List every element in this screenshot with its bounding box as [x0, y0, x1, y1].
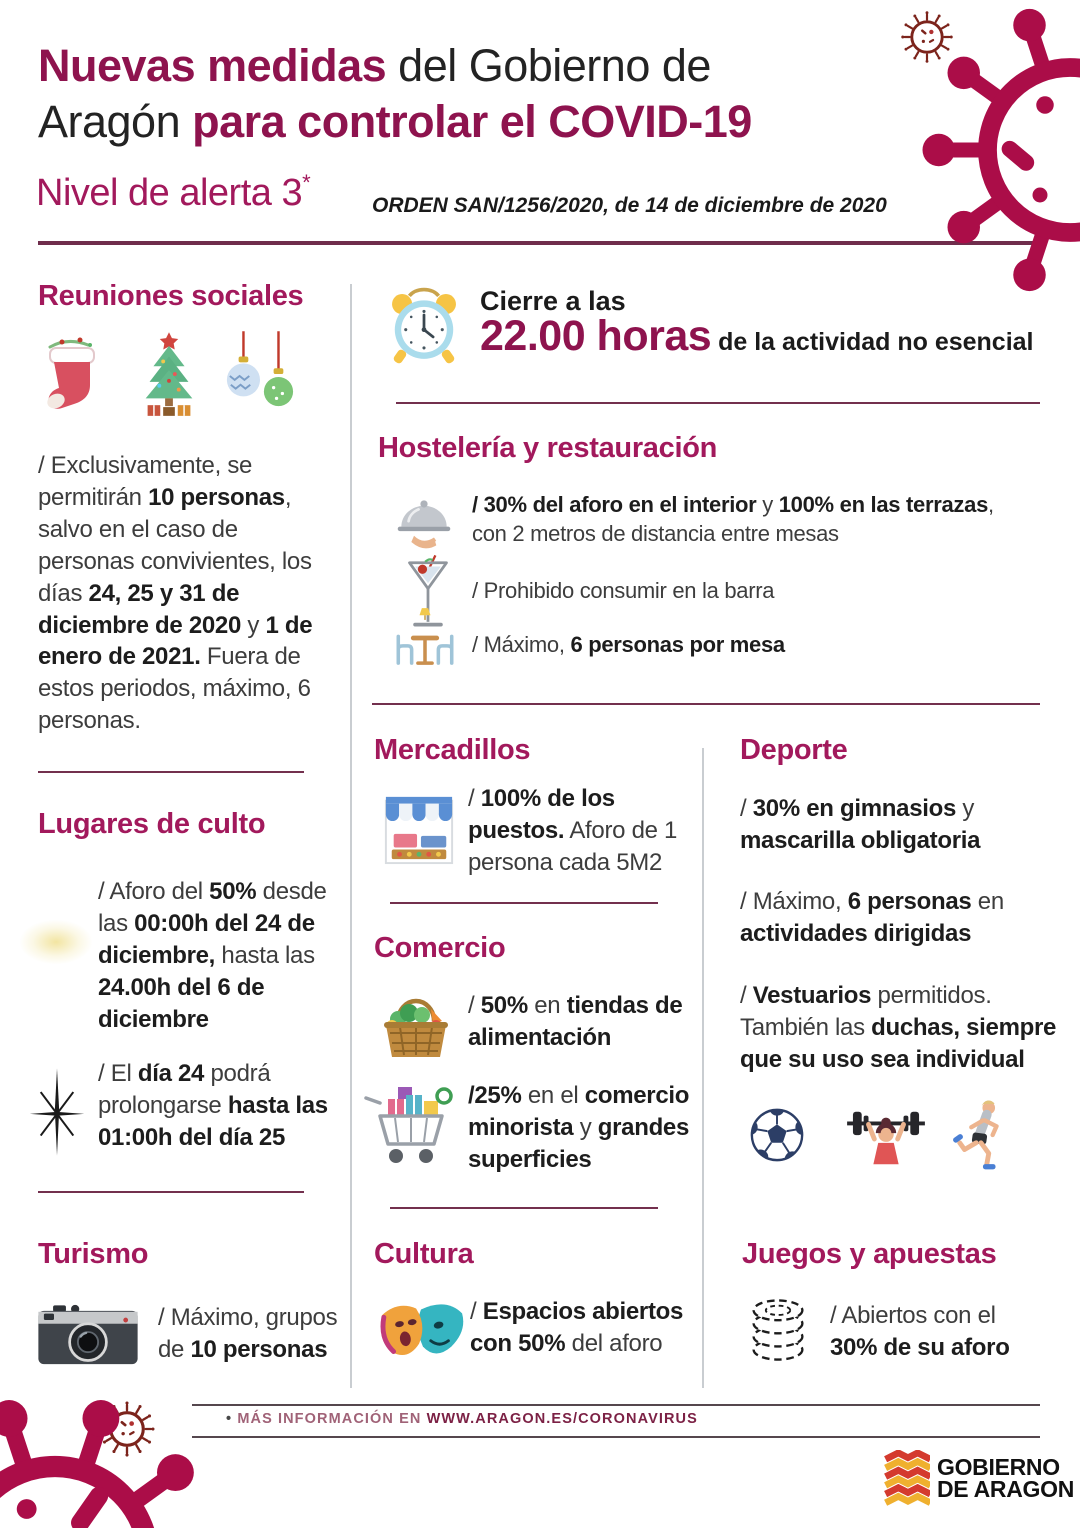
gobierno-aragon-logo [884, 1450, 1074, 1508]
reuniones-body-text: / Exclusivamente, se permitirán 10 personas, salvo en el caso de personas convivientes, los días 24, 25 y 31 de diciembre de 2020 y 1 de enero de 2021. Fuera de estos periodos, máximo, 6 personas. [38, 452, 313, 735]
section-title-cultura: Cultura [374, 1238, 474, 1270]
divider [38, 771, 304, 773]
closing-time-line: 22.00 horas de la actividad no esencial [480, 312, 1034, 360]
hosteleria-item-text: / Prohibido consumir en la barra [472, 578, 775, 603]
section-title-culto: Lugares de culto [38, 808, 266, 840]
serving-cloche-icon [394, 494, 454, 552]
section-title-hosteleria: Hostelería y restauración [378, 432, 718, 464]
weightlifting-icon [842, 1104, 930, 1174]
shopping-cart-icon [362, 1080, 458, 1172]
comercio-item-text: /25% en el comercio minorista y grandes superficies [468, 1082, 690, 1173]
deporte-item-text: / Máximo, 6 personas en actividades dirigidas [740, 888, 1004, 947]
christmas-stocking-icon [40, 334, 104, 424]
divider [192, 1436, 1040, 1438]
virus-icon-large [0, 1390, 225, 1528]
runner-icon [950, 1096, 1012, 1174]
alarm-clock-icon [382, 282, 466, 370]
turismo-item-text: / Máximo, grupos de 10 personas [158, 1304, 338, 1363]
logo-line2: DE ARAGON [937, 1476, 1075, 1502]
sparkle-star-icon [28, 1064, 86, 1160]
logo-text [937, 1454, 1075, 1502]
comercio-item-text: / 50% en tiendas de alimentación [468, 992, 683, 1051]
soccer-ball-icon [748, 1106, 806, 1164]
page-title-line2: Aragón para controlar el COVID-19 [38, 96, 752, 147]
hosteleria-item-text: / Máximo, 6 personas por mesa [472, 632, 785, 657]
mercadillos-item-text: / 100% de los puestos. Aforo de 1 persona cada 5M2 [468, 785, 678, 876]
deporte-item-text: / Vestuarios permitidos. También las duchas, siempre que su uso sea individual [740, 982, 1057, 1073]
aragon-flag-emblem [884, 1450, 930, 1508]
christmas-tree-icon [134, 328, 204, 424]
divider [192, 1404, 1040, 1406]
footer-info [226, 1411, 698, 1427]
page-title [38, 38, 752, 150]
theater-masks-icon [376, 1292, 466, 1368]
page-title-line1: Nuevas medidas del Gobierno de [38, 40, 711, 91]
table-chairs-icon [392, 606, 458, 670]
christmas-ornaments-icon [224, 330, 296, 422]
order-reference: ORDEN SAN/1256/2020, de 14 de diciembre de 2020 [372, 194, 887, 217]
alert-level: Nivel de alerta 3* [36, 170, 311, 214]
deporte-item-text: / 30% en gimnasios y mascarilla obligatoria [740, 795, 981, 854]
camera-icon [36, 1298, 140, 1366]
divider [390, 1207, 658, 1209]
divider [372, 703, 1040, 705]
section-title-mercadillos: Mercadillos [374, 734, 531, 766]
divider [38, 1191, 304, 1193]
hosteleria-item-text: / 30% del aforo en el interior y 100% en las terrazas, con 2 metros de distancia entre mesas [472, 492, 994, 547]
section-title-juegos: Juegos y apuestas [742, 1238, 997, 1270]
culto-item-text: / El día 24 podrá prolongarse hasta las 01:00h del día 25 [98, 1060, 328, 1151]
divider [350, 284, 352, 1388]
divider [390, 902, 658, 904]
section-title-turismo: Turismo [38, 1238, 149, 1270]
divider [396, 402, 1040, 404]
section-title-reuniones: Reuniones sociales [38, 280, 304, 312]
logo-line1: GOBIERNO [937, 1454, 1060, 1481]
market-stall-icon [382, 790, 456, 868]
footer-info-text[interactable]: • MÁS INFORMACIÓN EN WWW.ARAGON.ES/CORONAVIRUS [226, 1411, 698, 1427]
candle-glow-icon [20, 920, 92, 964]
juegos-item-text: / Abiertos con el 30% de su aforo [830, 1302, 1010, 1361]
culto-item-text: / Aforo del 50% desde las 00:00h del 24 de diciembre, hasta las 24.00h del 6 de diciembre [98, 878, 327, 1033]
closing-intro: Cierre a las [480, 286, 626, 316]
poker-chips-icon [748, 1296, 808, 1364]
cultura-item-text: / Espacios abiertos con 50% del aforo [470, 1298, 684, 1357]
food-basket-icon [376, 988, 456, 1064]
divider [38, 241, 1042, 245]
divider [702, 748, 704, 1388]
section-title-deporte: Deporte [740, 734, 848, 766]
section-title-comercio: Comercio [374, 932, 506, 964]
virus-icon-large [920, 0, 1080, 300]
